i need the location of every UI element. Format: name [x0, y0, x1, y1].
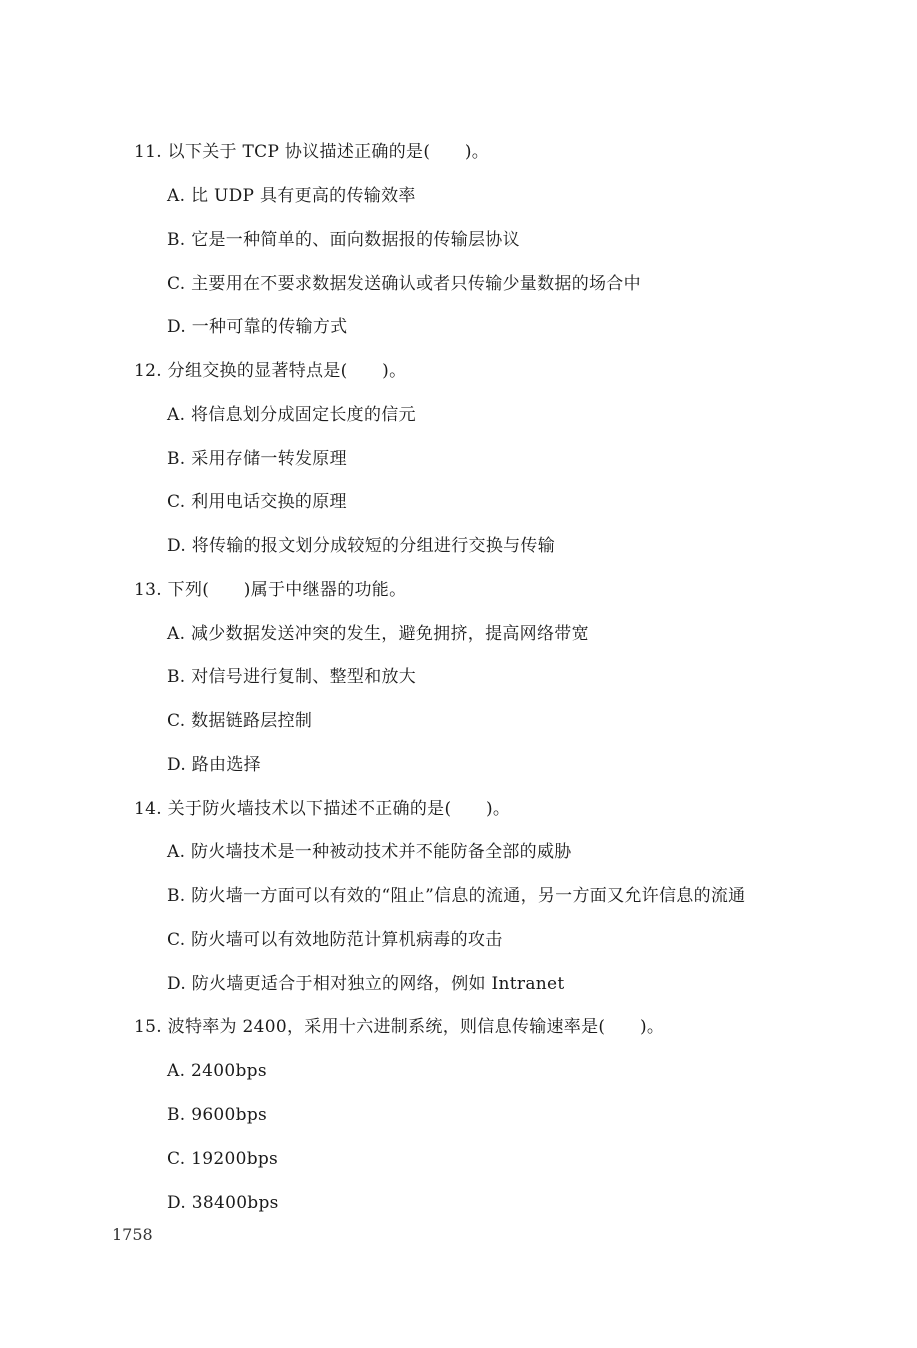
question-12-option-a: A. 将信息划分成固定长度的信元	[167, 405, 416, 425]
question-15-option-c: C. 19200bps	[167, 1149, 279, 1169]
question-11-option-a: A. 比 UDP 具有更高的传输效率	[167, 186, 416, 206]
question-15-option-d: D. 38400bps	[167, 1193, 279, 1213]
question-15-option-a: A. 2400bps	[167, 1061, 267, 1081]
question-12-option-d: D. 将传输的报文划分成较短的分组进行交换与传输	[167, 536, 556, 556]
question-15-option-b: B. 9600bps	[167, 1105, 268, 1125]
page-number: 1758	[112, 1225, 153, 1244]
question-13-stem: 13. 下列( )属于中继器的功能。	[134, 580, 407, 600]
question-12-option-b: B. 采用存储一转发原理	[167, 449, 347, 469]
question-14-stem: 14. 关于防火墙技术以下描述不正确的是( )。	[134, 799, 511, 819]
question-11-option-c: C. 主要用在不要求数据发送确认或者只传输少量数据的场合中	[167, 274, 641, 294]
question-14-option-b: B. 防火墙一方面可以有效的“阻止”信息的流通，另一方面又允许信息的流通	[167, 886, 746, 906]
question-13-option-c: C. 数据链路层控制	[167, 711, 313, 731]
question-13-option-b: B. 对信号进行复制、整型和放大	[167, 667, 417, 687]
question-11-option-d: D. 一种可靠的传输方式	[167, 317, 348, 337]
question-11-option-b: B. 它是一种简单的、面向数据报的传输层协议	[167, 230, 520, 250]
question-14-option-c: C. 防火墙可以有效地防范计算机病毒的攻击	[167, 930, 503, 950]
question-13-option-d: D. 路由选择	[167, 755, 261, 775]
question-12-stem: 12. 分组交换的显著特点是( )。	[134, 361, 407, 381]
question-11-stem: 11. 以下关于 TCP 协议描述正确的是( )。	[134, 142, 490, 162]
question-15-stem: 15. 波特率为 2400，采用十六进制系统，则信息传输速率是( )。	[134, 1017, 665, 1037]
question-14-option-a: A. 防火墙技术是一种被动技术并不能防备全部的威胁	[167, 842, 572, 862]
question-12-option-c: C. 利用电话交换的原理	[167, 492, 347, 512]
question-13-option-a: A. 减少数据发送冲突的发生，避免拥挤，提高网络带宽	[167, 624, 589, 644]
question-14-option-d: D. 防火墙更适合于相对独立的网络，例如 Intranet	[167, 974, 565, 994]
